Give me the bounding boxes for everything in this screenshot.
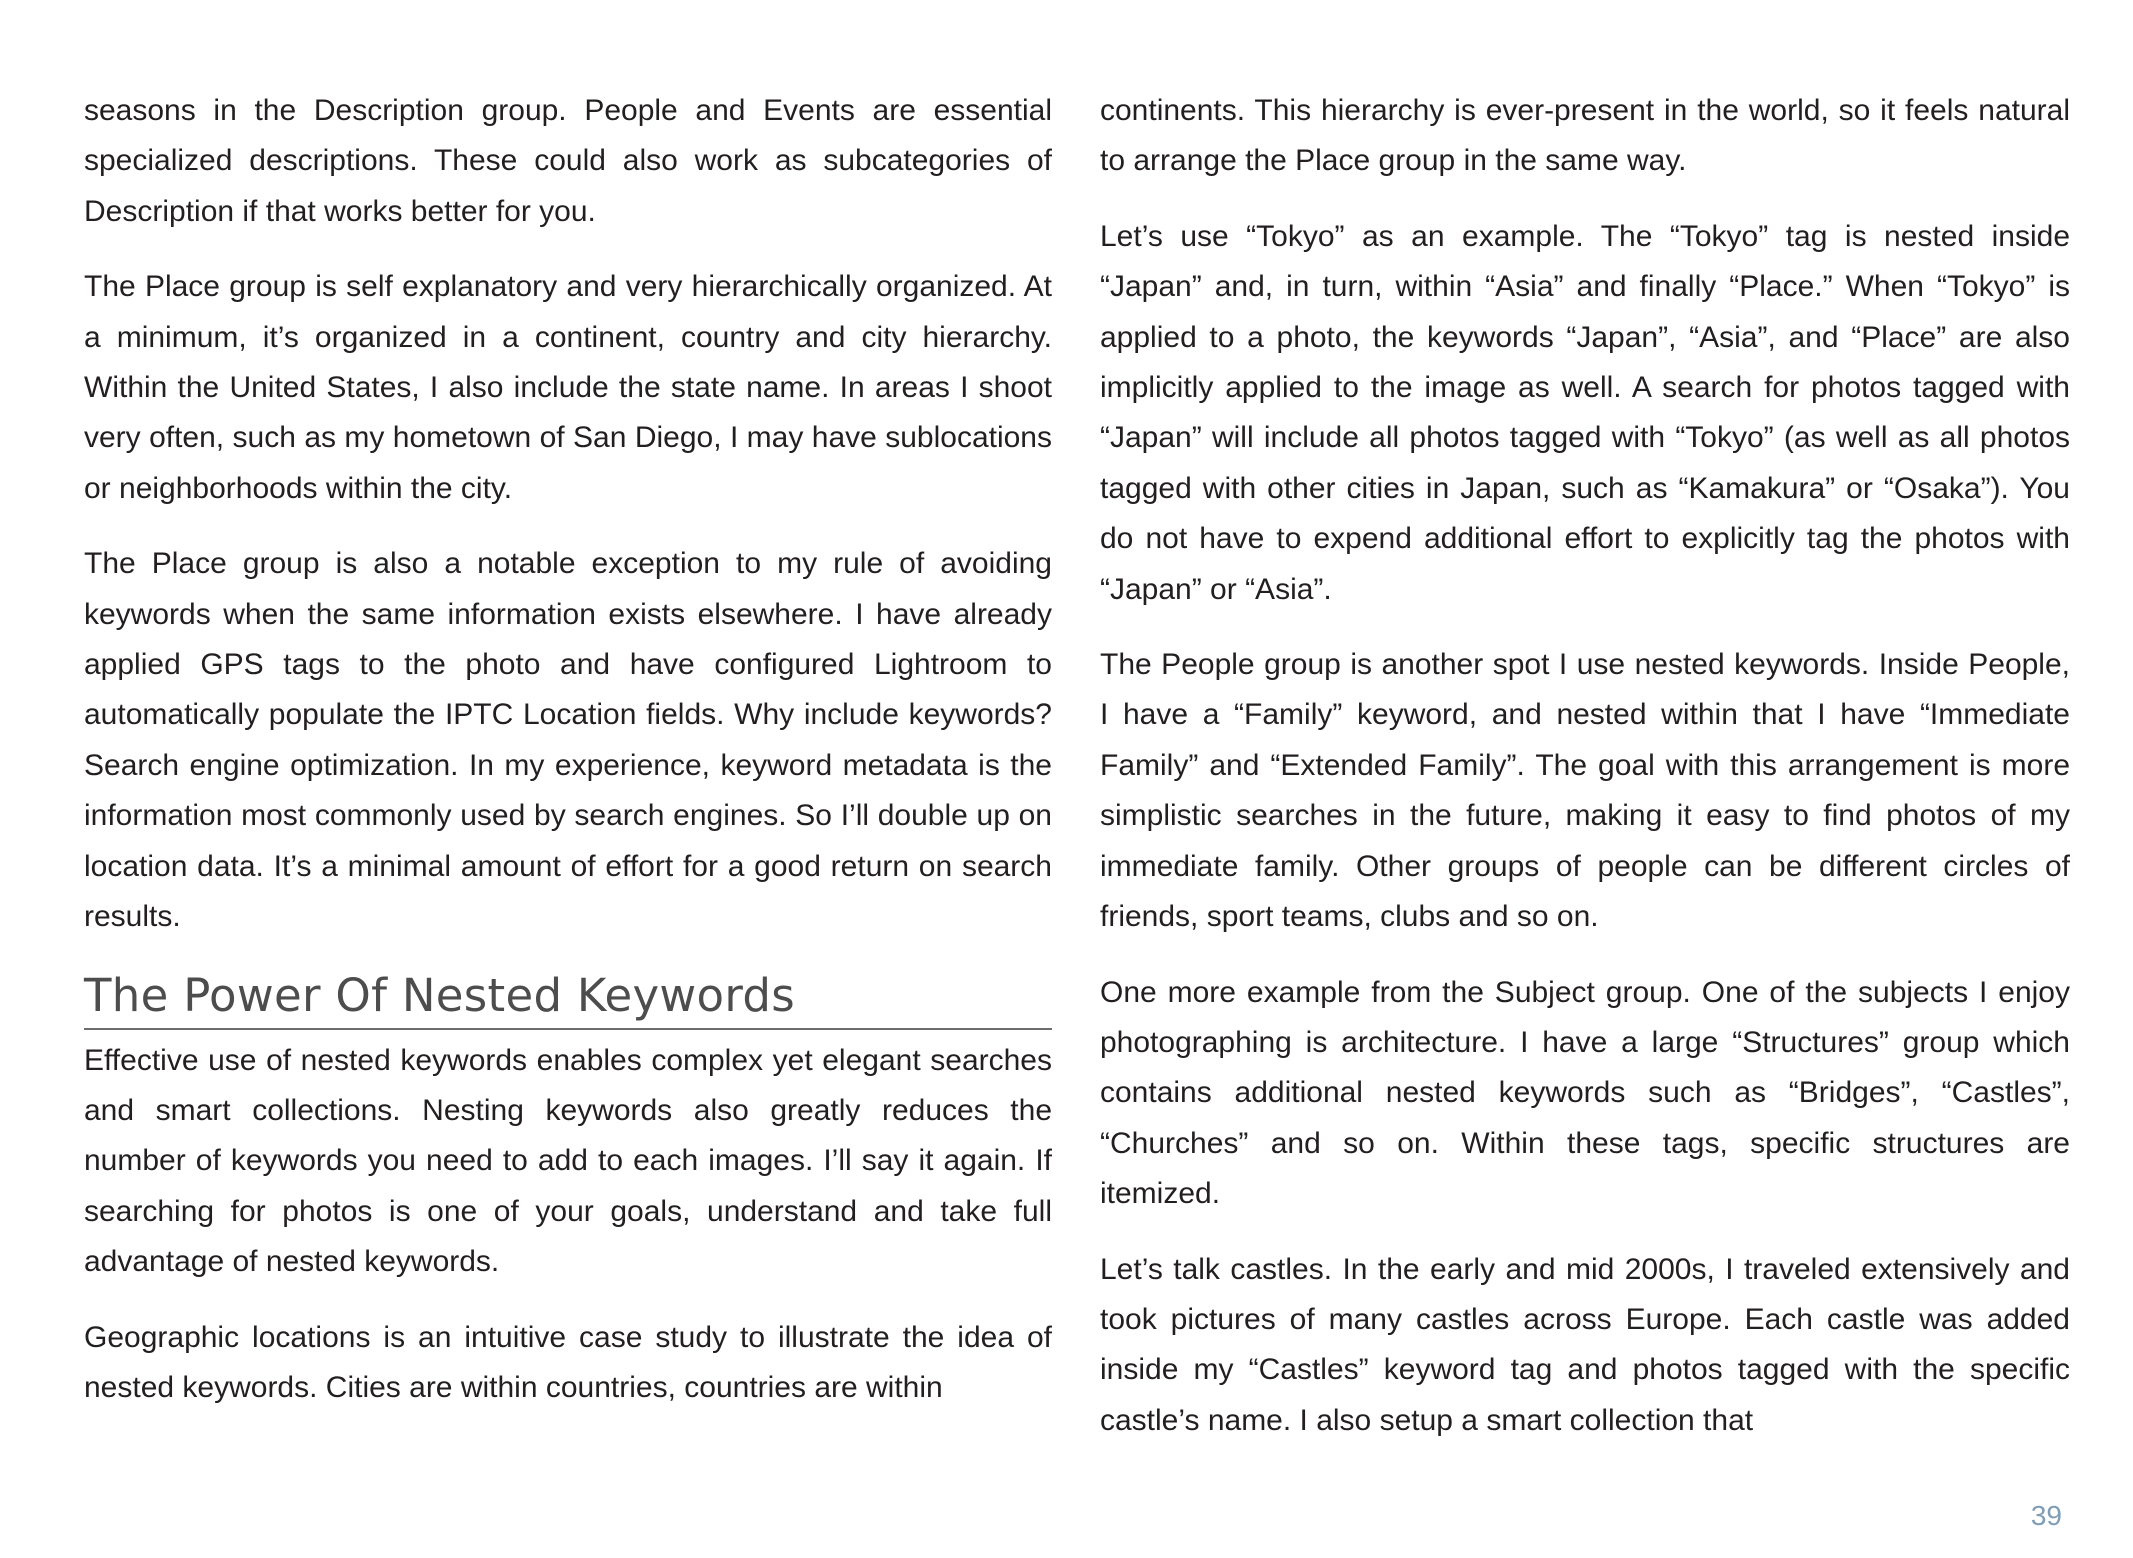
paragraph: The People group is another spot I use nested keywords. Inside People, I have a “Family” keyword, and nested within that I have “Immediate Family” and “Extended Family”. The goal with this arrangement is more simplistic searches in the future, making it easy to find photos of my immediate family. Other groups of people can be different circles of friends, sport teams, clubs and so on. [1100, 648, 2070, 934]
page-number: 39 [2030, 1500, 2062, 1531]
paragraph: Let’s use “Tokyo” as an example. The “Tokyo” tag is nested inside “Japan” and, in turn, within “Asia” and finally “Place.” When “Tokyo” is applied to a photo, the keywords “Japan”, “Asia”, and “Place” are also implicitly applied to the image as well. A search for photos tagged with “Japan” will include all photos tagged with “Tokyo” (as well as all photos tagged with other cities in Japan, such as “Kamakura” or “Osaka”). You do not have to expend additional effort to explicitly tag the photos with “Japan” or “Asia”. [1100, 219, 2070, 606]
paragraph: Let’s talk castles. In the early and mid 2000s, I traveled extensively and took pictures of many castles across Europe. Each castle was added inside my “Castles” keyword tag and photos tagged with the specific castle’s name. I also setup a smart collection that [1100, 1252, 2070, 1437]
paragraph: Geographic locations is an intuitive case study to illustrate the idea of nested keywords. Cities are within countries, countries are within [84, 1320, 1052, 1404]
paragraph: One more example from the Subject group. One of the subjects I enjoy photographing is architecture. I have a large “Structures” group which contains additional nested keywords such as “Bridges”, “Castles”, “Churches” and so on. Within these tags, specific structures are itemized. [1100, 975, 2070, 1211]
section-heading: The Power Of Nested Keywords [84, 968, 1052, 1030]
paragraph: continents. This hierarchy is ever-present in the world, so it feels natural to arrange the Place group in the same way. [1100, 94, 2070, 178]
paragraph: Effective use of nested keywords enables complex yet elegant searches and smart collections. Nesting keywords also greatly reduces the number of keywords you need to add to each images. I’ll say it again. If searching for photos is one of your goals, understand and take full advantage of nested keywords. [84, 1043, 1052, 1279]
right-column [1100, 86, 2070, 1471]
paragraph: The Place group is also a notable exception to my rule of avoiding keywords when the same information exists elsewhere. I have already applied GPS tags to the photo and have configured Lightroom to automatically populate the IPTC Location fields. Why include keywords? Search engine optimization. In my experience, keyword metadata is the information most commonly used by search engines. So I’ll double up on location data. It’s a minimal amount of effort for a good return on search results. [84, 547, 1052, 934]
left-column [84, 86, 1052, 1438]
paragraph: The Place group is self explanatory and very hierarchically organized. At a minimum, it’s organized in a continent, country and city hierarchy. Within the United States, I also include the state name. In areas I shoot very often, such as my hometown of San Diego, I may have sublocations or neighborhoods within the city. [84, 270, 1052, 505]
paragraph: seasons in the Description group. People and Events are essential specialized descriptions. These could also work as subcategories of Description if that works better for you. [84, 94, 1052, 228]
